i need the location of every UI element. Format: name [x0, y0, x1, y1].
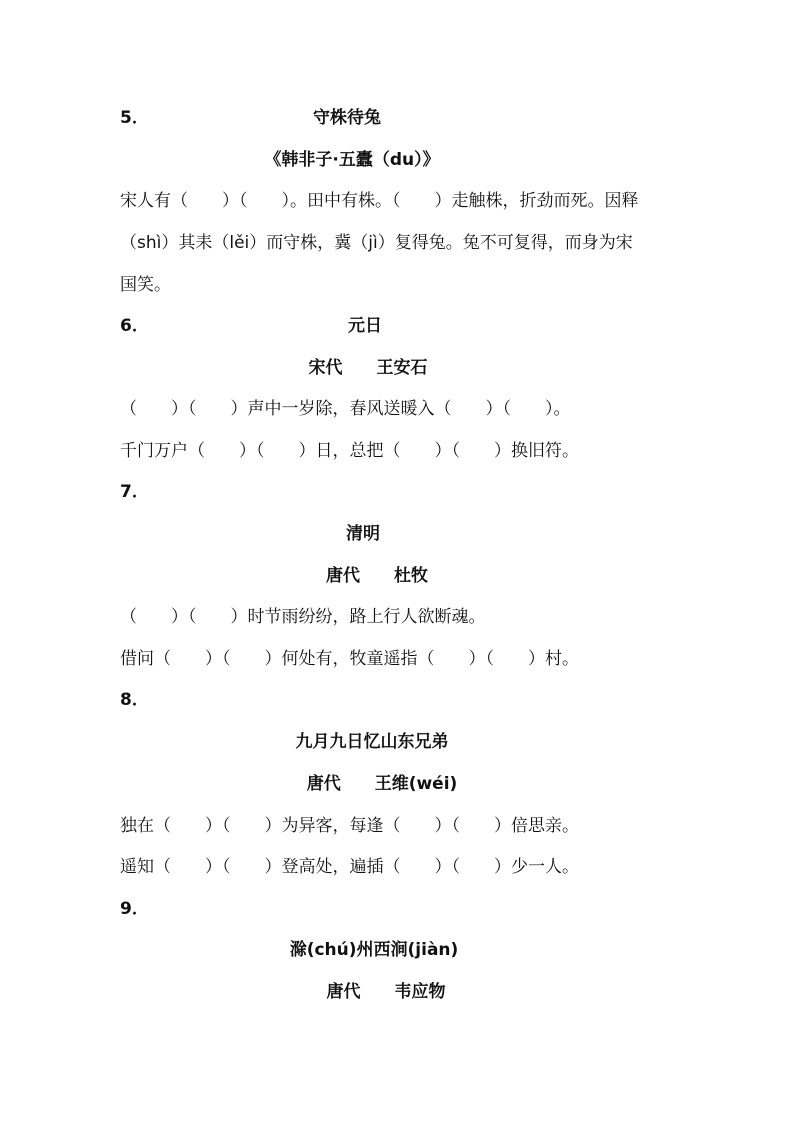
question-number: 5． [120, 108, 149, 128]
poem-line: 独在（ ）（ ）为异客，每逢（ ）（ ）倍思亲。 [120, 816, 579, 836]
poem-line: 借问（ ）（ ）何处有，牧童遥指（ ）（ ）村。 [120, 649, 579, 669]
poem-title: 元日 [348, 316, 382, 336]
poem-title: 九月九日忆山东兄弟 [295, 732, 449, 752]
poem-title: 清明 [346, 524, 380, 544]
poem-line: （shì）其耒（lěi）而守株，冀（jì）复得兔。兔不可复得，而身为宋 [120, 233, 633, 253]
poem-line: 宋人有（ ）（ ）。田中有株。（ ）走触株，折劲而死。因释 [120, 191, 639, 211]
poem-line: 遥知（ ）（ ）登高处，遍插（ ）（ ）少一人。 [120, 857, 579, 877]
poem-title: 滁(chú)州西涧(jiàn) [289, 940, 459, 960]
poem-line: （ ）（ ）时节雨纷纷，路上行人欲断魂。 [120, 607, 486, 627]
poem-author: 唐代 杜牧 [326, 566, 428, 586]
question-number: 8． [120, 690, 149, 710]
poem-line: 千门万户（ ）（ ）日，总把（ ）（ ）换旧符。 [120, 441, 579, 461]
question-number: 7． [120, 482, 149, 502]
poem-author: 宋代 王安石 [308, 358, 428, 378]
poem-line: （ ）（ ）声中一岁除，春风送暖入（ ）（ ）。 [120, 399, 571, 419]
poem-author: 唐代 韦应物 [326, 982, 446, 1002]
question-number: 9． [120, 899, 149, 919]
poem-author: 唐代 王维(wéi) [306, 774, 458, 794]
question-number: 6． [120, 316, 149, 336]
poem-line: 国笑。 [120, 275, 171, 295]
poem-title: 守株待兔 [313, 108, 381, 128]
poem-source: 《韩非子·五蠹（du）》 [264, 150, 440, 170]
